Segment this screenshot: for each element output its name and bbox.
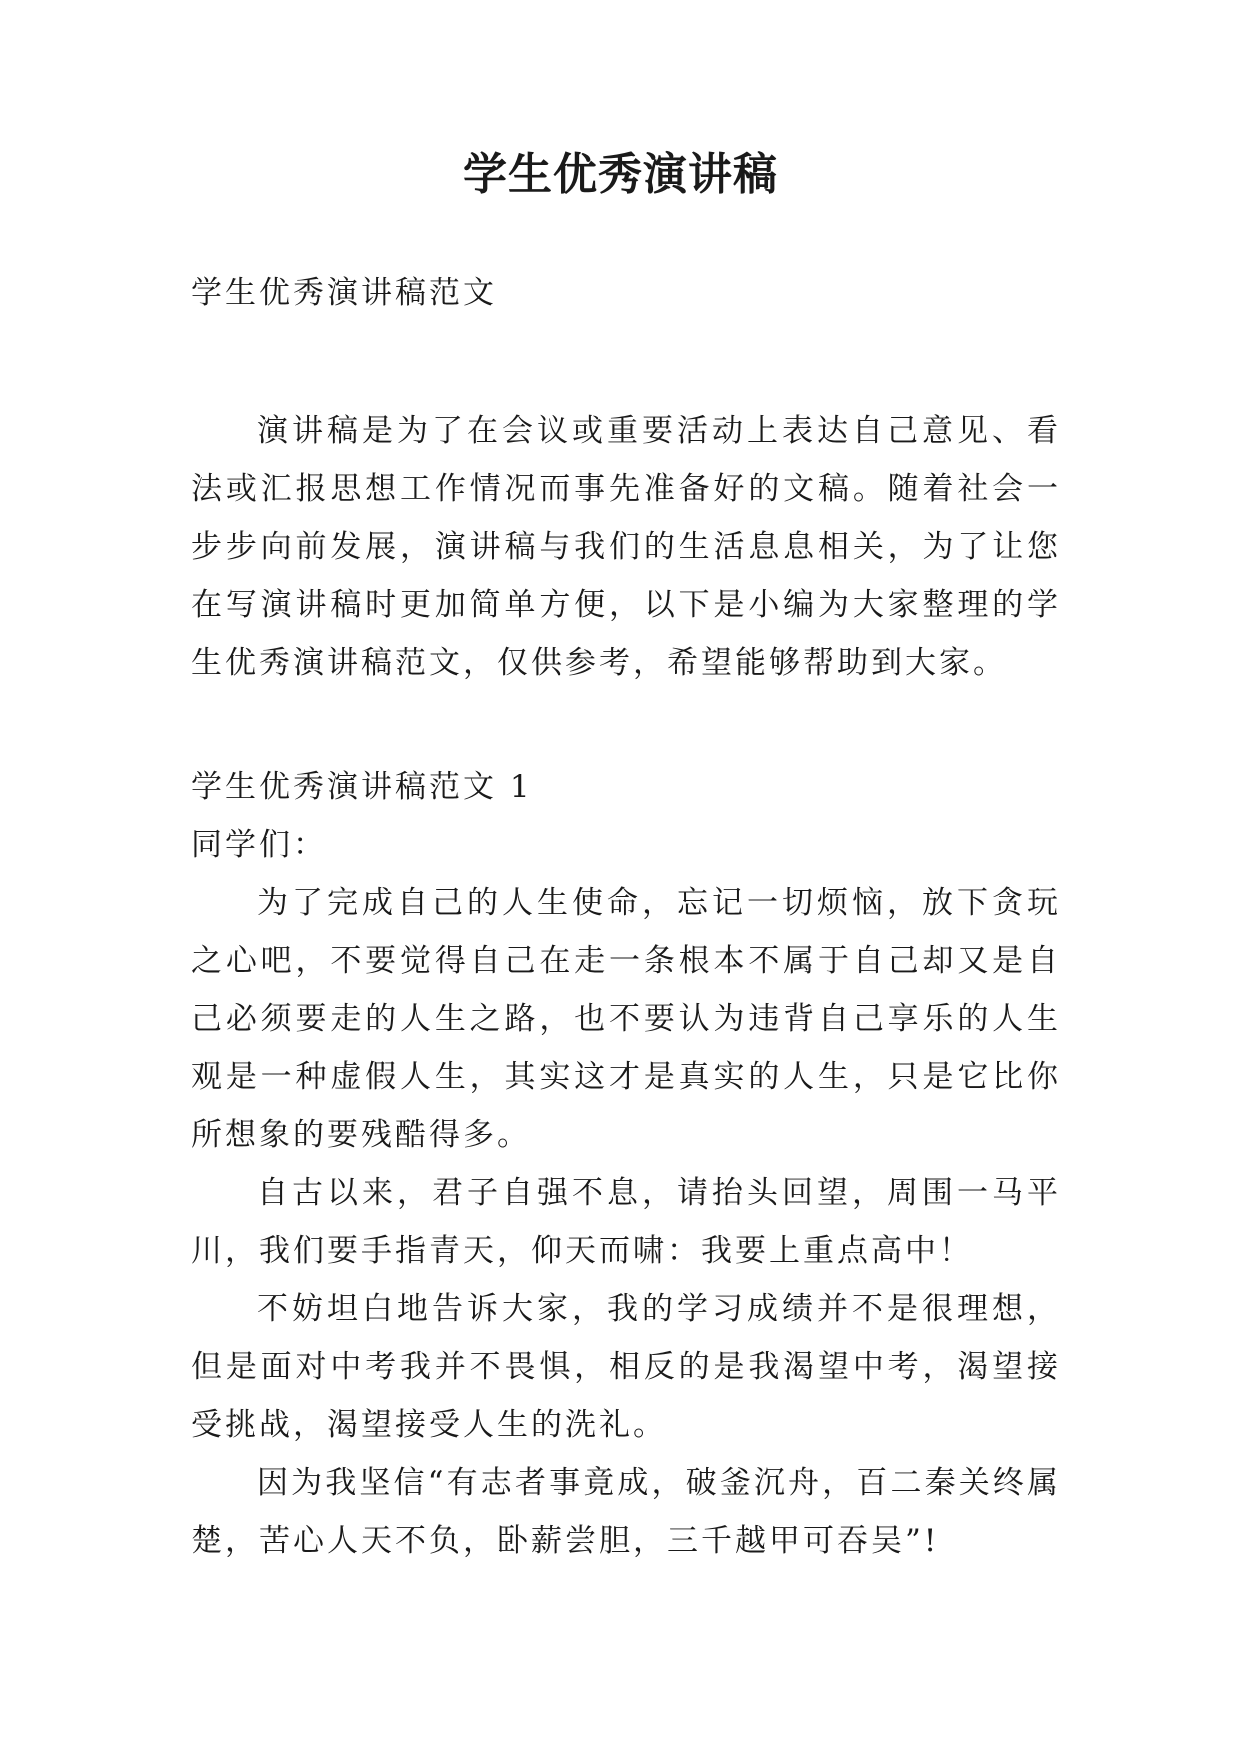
document-title: 学生优秀演讲稿 [463, 149, 778, 200]
intro-paragraph: 演讲稿是为了在会议或重要活动上表达自己意见、看法或汇报思想工作情况而事先准备好的文稿。随着社会一步步向前发展，演讲稿与我们的生活息息相关，为了让您在写演讲稿时更加简单方便，以下是小编为大家整理的学生优秀演讲稿范文，仅供参考，希望能够帮助到大家。 [191, 413, 1061, 681]
speech-paragraph: 不妨坦白地告诉大家，我的学习成绩并不是很理想，但是面对中考我并不畏惧，相反的是我渴望中考，渴望接受挑战，渴望接受人生的洗礼。 [191, 1291, 1061, 1443]
greeting-line: 同学们： [191, 827, 327, 863]
document-subtitle: 学生优秀演讲稿范文 [191, 275, 497, 311]
speech-paragraph: 为了完成自己的人生使命，忘记一切烦恼，放下贪玩之心吧，不要觉得自己在走一条根本不属于自己却又是自己必须要走的人生之路，也不要认为违背自己享乐的人生观是一种虚假人生，其实这才是真实的人生，只是它比你所想象的要残酷得多。 [191, 885, 1061, 1153]
speech-paragraph: 因为我坚信“有志者事竟成，破釜沉舟，百二秦关终属楚，苦心人天不负，卧薪尝胆，三千越甲可吞吴”! [191, 1465, 1061, 1559]
section-heading: 学生优秀演讲稿范文 1 [191, 769, 533, 805]
speech-body [191, 874, 1061, 1570]
speech-paragraph: 自古以来，君子自强不息，请抬头回望，周围一马平川，我们要手指青天，仰天而啸：我要上重点高中！ [191, 1175, 1061, 1269]
